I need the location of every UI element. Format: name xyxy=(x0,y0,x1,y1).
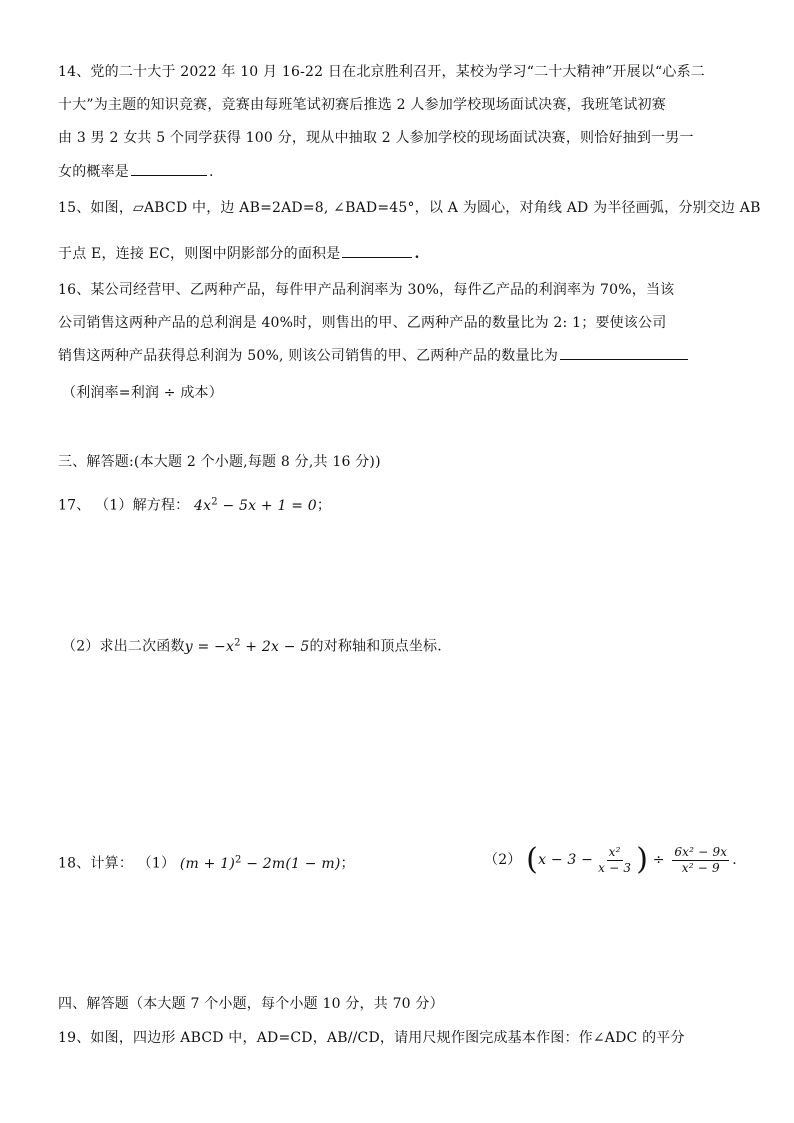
q17-part-1-suffix: ； xyxy=(316,497,332,514)
q18-part-2-label: （2） xyxy=(484,852,522,868)
q14-line-4-text: 女的概率是 xyxy=(58,164,129,180)
q17-part-1 xyxy=(58,492,738,516)
q18-expression-1 xyxy=(180,856,341,872)
q18-fraction-2-numerator: 6x² − 9x xyxy=(674,844,728,859)
q17-part-2-suffix: 的对称轴和顶点坐标. xyxy=(309,638,442,655)
q18-part-1-suffix: ； xyxy=(340,855,355,872)
q14-line-3: 由 3 男 2 女共 5 个同学获得 100 分，现从中抽取 2 人参加学校的现场面试决赛，则恰好抽到一男一 xyxy=(58,130,694,146)
q17-eq-exponent: 2 xyxy=(211,496,218,507)
q17-equation xyxy=(194,498,317,514)
q18-expr2-pre: x − 3 − xyxy=(538,852,594,868)
q18-fraction-1 xyxy=(596,845,633,876)
q14-line-2: 十大”为主题的知识竞赛，竞赛由每班笔试初赛后推选 2 人参加学校现场面试决赛，我班笔试初赛 xyxy=(58,97,666,113)
q15-line-2-end: . xyxy=(414,246,420,262)
q15-answer-blank xyxy=(342,243,412,258)
q15-line-1: 15、如图，▱ABCD 中，边 AB=2AD=8, ∠BAD=45°，以 A 为圆心，对角线 AD 为半径画弧，分别交边 AB xyxy=(58,200,761,216)
q18-fraction-2 xyxy=(672,845,729,876)
q16-line-1: 16、某公司经营甲、乙两种产品，每件甲产品利润率为 30%，每件乙产品的利润率为 70%，当该 xyxy=(58,282,675,298)
q17-eq-term-b: − 5x + 1 = 0 xyxy=(217,497,317,514)
q18-prefix: 18、计算： xyxy=(58,855,134,872)
q16-line-3 xyxy=(58,345,738,366)
q17-fn-term-a: y = −x xyxy=(184,638,235,655)
q17-part-2 xyxy=(62,633,742,657)
q16-answer-blank xyxy=(560,345,688,360)
q18-right-paren: ) xyxy=(636,842,649,877)
q18-divide-sign: ÷ xyxy=(652,852,665,868)
q14-line-4-end: . xyxy=(209,164,214,180)
q17-fn-exponent: 2 xyxy=(234,637,241,648)
q17-eq-term-a: 4x xyxy=(194,497,212,514)
q18-part-2 xyxy=(484,836,737,884)
section-3-title: 三、解答题:(本大题 2 个小题,每题 8 分,共 16 分)) xyxy=(58,454,381,470)
q18-expr1-term-a: (m + 1) xyxy=(179,855,235,872)
q18-fraction-2-denominator: x² − 9 xyxy=(681,860,720,875)
q16-line-2: 公司销售这两种产品的总利润是 40%时，则售出的甲、乙两种产品的数量比为 2: 1；要使该公司 xyxy=(58,315,667,331)
q14-line-1: 14、党的二十大于 2022 年 10 月 16-22 日在北京胜利召开，某校为学习“二十大精神”开展以“心系二 xyxy=(58,64,705,80)
section-4-title: 四、解答题（本大题 7 个小题，每个小题 10 分，共 70 分） xyxy=(58,996,444,1012)
q18-part-2-suffix: . xyxy=(732,852,737,868)
q17-fn-term-b: + 2x − 5 xyxy=(240,638,310,655)
q16-line-4: （利润率=利润 ÷ 成本） xyxy=(62,385,223,401)
q18-expr1-exponent: 2 xyxy=(234,854,242,865)
q15-line-2-text: 于点 E，连接 EC，则图中阴影部分的面积是 xyxy=(58,246,341,262)
q17-function xyxy=(185,639,310,655)
q18-expr1-term-b: − 2m(1 − m) xyxy=(241,855,341,872)
q17-part-2-prefix: （2）求出二次函数 xyxy=(62,638,185,655)
q18-fraction-1-numerator: x² xyxy=(608,844,621,859)
q18-left-paren: ( xyxy=(526,842,539,877)
q18-fraction-1-denominator: x − 3 xyxy=(598,860,632,875)
q16-line-3-text: 销售这两种产品获得总利润为 50%, 则该公司销售的甲、乙两种产品的数量比为 xyxy=(58,348,559,364)
q15-line-2 xyxy=(58,243,738,264)
q17-part-1-prefix: 17、 （1）解方程： xyxy=(58,497,190,514)
q14-line-4 xyxy=(58,161,738,182)
q19-line-1: 19、如图，四边形 ABCD 中，AD=CD，AB//CD，请用尺规作图完成基本作图：作∠ADC 的平分 xyxy=(58,1030,685,1046)
q14-answer-blank xyxy=(131,161,207,176)
q18-part-1-label: （1） xyxy=(137,855,176,872)
